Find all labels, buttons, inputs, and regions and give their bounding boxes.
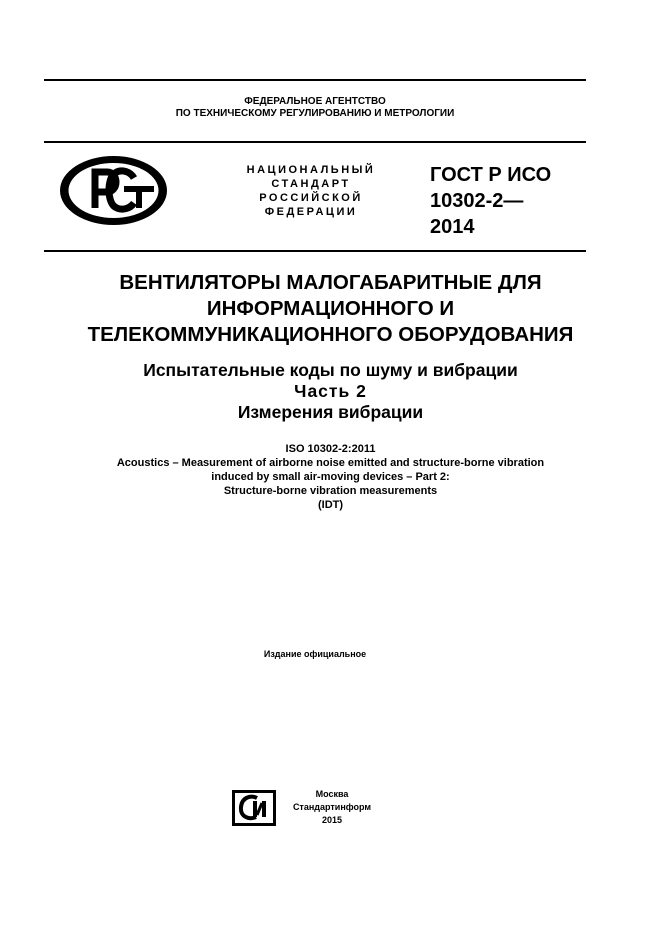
iso-line-1: Acoustics – Measurement of airborne noise emitted and structure-borne vibration [116, 457, 545, 469]
subtitle-line-1: Испытательные коды по шуму и вибрации [143, 360, 518, 380]
top-rule [44, 79, 586, 81]
subtitle-part: Часть 2 [294, 381, 367, 401]
gost-line-3: 2014 [430, 216, 475, 238]
national-line-3: РОССИЙСКОЙ [259, 192, 363, 204]
iso-line-3: Structure-borne vibration measurements [223, 485, 438, 497]
publisher-block [278, 788, 386, 827]
document-subtitle [30, 360, 631, 423]
iso-line-4: (IDT) [317, 499, 344, 511]
publisher-year: 2015 [321, 815, 343, 825]
agency-name [44, 96, 586, 120]
national-line-1: НАЦИОНАЛЬНЫЙ [246, 164, 376, 176]
subtitle-line-3: Измерения вибрации [237, 402, 424, 422]
title-line-1: ВЕНТИЛЯТОРЫ МАЛОГАБАРИТНЫЕ ДЛЯ [119, 271, 542, 294]
iso-reference [10, 442, 651, 512]
title-line-3: ТЕЛЕКОММУНИКАЦИОННОГО ОБОРУДОВАНИЯ [87, 323, 574, 346]
document-title [30, 270, 631, 348]
gost-number [430, 162, 551, 240]
gost-line-1: ГОСТ Р ИСО [430, 164, 552, 186]
publisher-logo-icon [231, 789, 277, 827]
middle-rule [44, 141, 586, 143]
agency-line-1: ФЕДЕРАЛЬНОЕ АГЕНТСТВО [244, 96, 386, 107]
national-standard-label [226, 163, 396, 219]
iso-code: ISO 10302-2:2011 [285, 443, 376, 455]
edition-label: Издание официальное [263, 649, 367, 659]
publisher-name: Стандартинформ [292, 802, 372, 812]
gost-mark-icon [58, 154, 169, 227]
bottom-rule [44, 250, 586, 252]
agency-line-2: ПО ТЕХНИЧЕСКОМУ РЕГУЛИРОВАНИЮ И МЕТРОЛОГИИ [175, 108, 455, 119]
gost-line-2: 10302-2— [430, 190, 524, 212]
national-line-4: ФЕДЕРАЦИИ [264, 206, 358, 218]
iso-line-2: induced by small air-moving devices – Part 2: [211, 471, 450, 483]
national-line-2: СТАНДАРТ [271, 178, 351, 190]
title-line-2: ИНФОРМАЦИОННОГО И [206, 297, 455, 320]
publisher-city: Москва [315, 789, 349, 799]
